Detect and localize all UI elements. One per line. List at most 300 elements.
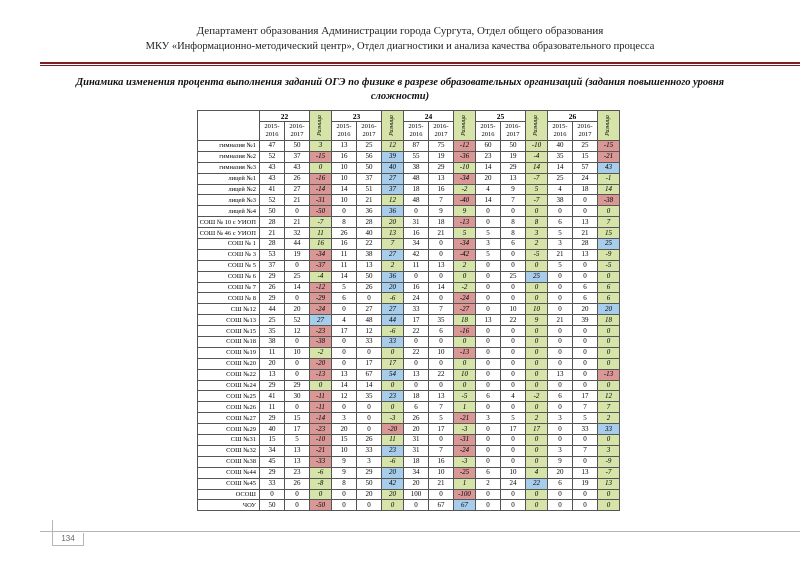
- difference-cell: -38: [598, 195, 620, 206]
- percent-cell: 0: [573, 347, 598, 358]
- percent-cell: 18: [404, 391, 429, 402]
- difference-cell: -13: [454, 347, 476, 358]
- difference-cell: 40: [382, 162, 404, 173]
- difference-cell: -36: [454, 151, 476, 162]
- difference-cell: 0: [310, 162, 332, 173]
- table-row: [198, 435, 620, 446]
- difference-cell: -12: [454, 141, 476, 152]
- percent-cell: 20: [573, 304, 598, 315]
- percent-cell: 0: [573, 500, 598, 511]
- percent-cell: 12: [332, 391, 357, 402]
- difference-cell: 17: [526, 424, 548, 435]
- percent-cell: 3: [548, 413, 573, 424]
- difference-label: Разница: [388, 115, 395, 136]
- percent-cell: 50: [357, 478, 382, 489]
- percent-cell: 24: [573, 173, 598, 184]
- difference-cell: 2: [526, 413, 548, 424]
- year-header: 2015-2016: [404, 122, 429, 141]
- difference-cell: -7: [526, 195, 548, 206]
- percent-cell: 21: [573, 228, 598, 239]
- difference-cell: 2: [454, 260, 476, 271]
- difference-cell: -34: [310, 249, 332, 260]
- school-name: СОШ №22: [198, 369, 260, 380]
- percent-cell: 0: [476, 282, 501, 293]
- percent-cell: 17: [285, 424, 310, 435]
- difference-cell: 0: [526, 337, 548, 348]
- difference-cell: -15: [310, 151, 332, 162]
- percent-cell: 75: [429, 141, 454, 152]
- page-number: 134: [52, 533, 84, 546]
- difference-cell: 0: [526, 347, 548, 358]
- school-name: лицей №3: [198, 195, 260, 206]
- percent-cell: 67: [357, 369, 382, 380]
- percent-cell: 11: [332, 260, 357, 271]
- difference-cell: -10: [526, 141, 548, 152]
- percent-cell: 29: [260, 467, 285, 478]
- difference-cell: -24: [454, 445, 476, 456]
- percent-cell: 37: [285, 151, 310, 162]
- percent-cell: 0: [429, 380, 454, 391]
- percent-cell: 35: [357, 391, 382, 402]
- percent-cell: 4: [501, 391, 526, 402]
- percent-cell: 0: [573, 326, 598, 337]
- results-table-container: [197, 110, 620, 511]
- percent-cell: 29: [260, 413, 285, 424]
- year-header: 2015-2016: [332, 122, 357, 141]
- difference-cell: -14: [310, 413, 332, 424]
- percent-cell: 29: [260, 293, 285, 304]
- difference-header: [310, 111, 332, 141]
- difference-cell: -50: [310, 500, 332, 511]
- percent-cell: 21: [548, 249, 573, 260]
- difference-cell: -24: [310, 304, 332, 315]
- percent-cell: 0: [548, 326, 573, 337]
- difference-label: Разница: [604, 115, 611, 136]
- table-row: [198, 413, 620, 424]
- percent-cell: 0: [501, 435, 526, 446]
- percent-cell: 0: [573, 260, 598, 271]
- percent-cell: 9: [332, 467, 357, 478]
- percent-cell: 0: [501, 456, 526, 467]
- percent-cell: 17: [404, 315, 429, 326]
- percent-cell: 0: [357, 413, 382, 424]
- percent-cell: 51: [357, 184, 382, 195]
- percent-cell: 0: [357, 293, 382, 304]
- difference-cell: 33: [598, 424, 620, 435]
- difference-label: Разница: [532, 115, 539, 136]
- difference-cell: -5: [454, 391, 476, 402]
- percent-cell: 18: [404, 456, 429, 467]
- percent-cell: 56: [357, 151, 382, 162]
- footer-rule: [40, 531, 800, 545]
- difference-cell: -34: [454, 173, 476, 184]
- difference-cell: -7: [598, 467, 620, 478]
- difference-cell: 33: [382, 337, 404, 348]
- percent-cell: 8: [332, 217, 357, 228]
- school-name: СОШ №32: [198, 445, 260, 456]
- difference-header: [454, 111, 476, 141]
- table-row: [198, 315, 620, 326]
- percent-cell: 34: [404, 239, 429, 250]
- header-rule-thin: [40, 65, 800, 66]
- percent-cell: 29: [429, 162, 454, 173]
- percent-cell: 0: [501, 402, 526, 413]
- difference-header: [598, 111, 620, 141]
- percent-cell: 0: [476, 424, 501, 435]
- percent-cell: 38: [357, 249, 382, 260]
- difference-cell: 54: [382, 369, 404, 380]
- percent-cell: 50: [501, 141, 526, 152]
- table-row: [198, 467, 620, 478]
- difference-label: Разница: [316, 115, 323, 136]
- percent-cell: 15: [285, 413, 310, 424]
- percent-cell: 38: [548, 195, 573, 206]
- percent-cell: 22: [357, 239, 382, 250]
- difference-cell: 0: [598, 489, 620, 500]
- percent-cell: 15: [260, 435, 285, 446]
- percent-cell: 28: [573, 239, 598, 250]
- percent-cell: 0: [573, 435, 598, 446]
- difference-cell: 42: [382, 478, 404, 489]
- percent-cell: 20: [548, 467, 573, 478]
- table-row: [198, 141, 620, 152]
- table-row: [198, 369, 620, 380]
- table-row: [198, 206, 620, 217]
- percent-cell: 50: [260, 500, 285, 511]
- difference-cell: 0: [526, 489, 548, 500]
- percent-cell: 38: [260, 337, 285, 348]
- percent-cell: 6: [573, 293, 598, 304]
- percent-cell: 29: [357, 467, 382, 478]
- page-header: [0, 24, 800, 54]
- percent-cell: 13: [332, 141, 357, 152]
- percent-cell: 9: [429, 206, 454, 217]
- difference-cell: 0: [526, 206, 548, 217]
- percent-cell: 0: [332, 500, 357, 511]
- difference-cell: -9: [598, 249, 620, 260]
- percent-cell: 16: [332, 151, 357, 162]
- difference-cell: -38: [310, 337, 332, 348]
- percent-cell: 0: [429, 271, 454, 282]
- percent-cell: 0: [429, 435, 454, 446]
- percent-cell: 6: [548, 217, 573, 228]
- difference-cell: -3: [454, 456, 476, 467]
- year-header-row: [198, 122, 620, 141]
- difference-cell: -15: [598, 141, 620, 152]
- percent-cell: 17: [429, 424, 454, 435]
- percent-cell: 5: [573, 413, 598, 424]
- difference-cell: 8: [526, 217, 548, 228]
- percent-cell: 12: [357, 326, 382, 337]
- year-header: 2016-2017: [501, 122, 526, 141]
- difference-cell: 0: [382, 347, 404, 358]
- difference-cell: -21: [454, 413, 476, 424]
- difference-cell: -33: [310, 456, 332, 467]
- difference-cell: 36: [382, 271, 404, 282]
- difference-cell: -4: [526, 151, 548, 162]
- percent-cell: 0: [476, 435, 501, 446]
- percent-cell: 22: [429, 369, 454, 380]
- difference-cell: 5: [526, 184, 548, 195]
- percent-cell: 41: [260, 391, 285, 402]
- percent-cell: 29: [285, 380, 310, 391]
- difference-cell: 0: [598, 380, 620, 391]
- percent-cell: 0: [476, 293, 501, 304]
- table-row: [198, 391, 620, 402]
- difference-cell: -4: [310, 271, 332, 282]
- group-header-row: [198, 111, 620, 122]
- difference-cell: 0: [598, 326, 620, 337]
- percent-cell: 16: [332, 239, 357, 250]
- difference-cell: 0: [454, 337, 476, 348]
- percent-cell: 40: [357, 228, 382, 239]
- school-name: СОШ № 6: [198, 271, 260, 282]
- table-row: [198, 249, 620, 260]
- percent-cell: 0: [260, 489, 285, 500]
- percent-cell: 27: [285, 184, 310, 195]
- percent-cell: 14: [332, 184, 357, 195]
- difference-cell: -6: [382, 293, 404, 304]
- percent-cell: 18: [573, 184, 598, 195]
- school-name: ЧОУ: [198, 500, 260, 511]
- school-name: СОШ № 8: [198, 293, 260, 304]
- difference-cell: 9: [526, 315, 548, 326]
- percent-cell: 55: [404, 151, 429, 162]
- school-name: СОШ №19: [198, 347, 260, 358]
- percent-cell: 0: [501, 326, 526, 337]
- table-row: [198, 271, 620, 282]
- difference-cell: -20: [382, 424, 404, 435]
- difference-cell: -31: [310, 195, 332, 206]
- percent-cell: 0: [501, 380, 526, 391]
- table-row: [198, 424, 620, 435]
- percent-cell: 48: [404, 173, 429, 184]
- percent-cell: 33: [260, 478, 285, 489]
- percent-cell: 0: [285, 293, 310, 304]
- difference-cell: -6: [382, 456, 404, 467]
- percent-cell: 22: [501, 315, 526, 326]
- percent-cell: 0: [573, 271, 598, 282]
- difference-cell: -13: [454, 217, 476, 228]
- table-row: [198, 184, 620, 195]
- percent-cell: 0: [548, 347, 573, 358]
- percent-cell: 0: [357, 402, 382, 413]
- difference-cell: 14: [526, 162, 548, 173]
- difference-cell: 20: [382, 282, 404, 293]
- year-header: 2016-2017: [429, 122, 454, 141]
- percent-cell: 60: [476, 141, 501, 152]
- percent-cell: 3: [548, 239, 573, 250]
- percent-cell: 7: [429, 445, 454, 456]
- percent-cell: 0: [548, 337, 573, 348]
- percent-cell: 30: [285, 391, 310, 402]
- difference-cell: 0: [526, 380, 548, 391]
- difference-cell: 0: [598, 337, 620, 348]
- percent-cell: 0: [285, 489, 310, 500]
- percent-cell: 26: [285, 478, 310, 489]
- percent-cell: 17: [573, 391, 598, 402]
- table-row: [198, 489, 620, 500]
- difference-cell: 18: [598, 315, 620, 326]
- percent-cell: 29: [260, 380, 285, 391]
- school-name: гимназия №3: [198, 162, 260, 173]
- difference-cell: 0: [526, 282, 548, 293]
- difference-cell: -5: [598, 260, 620, 271]
- percent-cell: 17: [357, 358, 382, 369]
- percent-cell: 13: [332, 369, 357, 380]
- difference-cell: 67: [454, 500, 476, 511]
- percent-cell: 0: [548, 489, 573, 500]
- percent-cell: 31: [404, 435, 429, 446]
- percent-cell: 26: [357, 435, 382, 446]
- percent-cell: 0: [476, 217, 501, 228]
- percent-cell: 7: [501, 195, 526, 206]
- percent-cell: 16: [429, 456, 454, 467]
- task-group-header: 24: [404, 111, 454, 122]
- table-row: [198, 239, 620, 250]
- difference-cell: -3: [382, 413, 404, 424]
- percent-cell: 25: [548, 173, 573, 184]
- percent-cell: 0: [476, 358, 501, 369]
- difference-cell: -9: [598, 456, 620, 467]
- percent-cell: 19: [501, 151, 526, 162]
- percent-cell: 26: [357, 282, 382, 293]
- task-group-header: 23: [332, 111, 382, 122]
- year-header: 2015-2016: [476, 122, 501, 141]
- percent-cell: 14: [357, 380, 382, 391]
- difference-cell: -21: [310, 445, 332, 456]
- table-row: [198, 293, 620, 304]
- percent-cell: 0: [501, 293, 526, 304]
- percent-cell: 33: [357, 445, 382, 456]
- difference-header: [382, 111, 404, 141]
- difference-cell: -1: [598, 173, 620, 184]
- difference-cell: 15: [598, 228, 620, 239]
- difference-cell: 27: [310, 315, 332, 326]
- percent-cell: 6: [501, 239, 526, 250]
- percent-cell: 2: [476, 478, 501, 489]
- percent-cell: 6: [429, 326, 454, 337]
- task-group-header: 26: [548, 111, 598, 122]
- difference-cell: 13: [598, 478, 620, 489]
- percent-cell: 0: [332, 337, 357, 348]
- difference-cell: 20: [598, 304, 620, 315]
- percent-cell: 0: [404, 337, 429, 348]
- percent-cell: 5: [548, 260, 573, 271]
- percent-cell: 14: [476, 162, 501, 173]
- percent-cell: 0: [573, 337, 598, 348]
- percent-cell: 100: [404, 489, 429, 500]
- percent-cell: 17: [332, 326, 357, 337]
- difference-cell: -14: [310, 184, 332, 195]
- difference-cell: 14: [598, 184, 620, 195]
- percent-cell: 16: [404, 228, 429, 239]
- percent-cell: 10: [429, 467, 454, 478]
- percent-cell: 21: [285, 195, 310, 206]
- percent-cell: 45: [260, 456, 285, 467]
- year-header: 2016-2017: [285, 122, 310, 141]
- percent-cell: 13: [476, 315, 501, 326]
- difference-cell: 20: [382, 217, 404, 228]
- percent-cell: 26: [332, 228, 357, 239]
- difference-cell: 20: [382, 489, 404, 500]
- percent-cell: 26: [260, 282, 285, 293]
- percent-cell: 29: [501, 162, 526, 173]
- percent-cell: 21: [548, 315, 573, 326]
- difference-cell: 5: [454, 228, 476, 239]
- percent-cell: 10: [285, 347, 310, 358]
- percent-cell: 0: [548, 282, 573, 293]
- year-header: 2015-2016: [260, 122, 285, 141]
- difference-cell: -2: [310, 347, 332, 358]
- percent-cell: 20: [260, 358, 285, 369]
- percent-cell: 21: [429, 228, 454, 239]
- difference-cell: -23: [310, 424, 332, 435]
- percent-cell: 6: [476, 391, 501, 402]
- percent-cell: 0: [501, 206, 526, 217]
- percent-cell: 20: [332, 424, 357, 435]
- difference-cell: 0: [526, 456, 548, 467]
- percent-cell: 67: [429, 500, 454, 511]
- percent-cell: 15: [332, 435, 357, 446]
- difference-cell: 7: [598, 402, 620, 413]
- table-row: [198, 456, 620, 467]
- percent-cell: 13: [501, 173, 526, 184]
- percent-cell: 19: [429, 151, 454, 162]
- difference-cell: -10: [454, 162, 476, 173]
- percent-cell: 10: [332, 445, 357, 456]
- percent-cell: 23: [476, 151, 501, 162]
- percent-cell: 0: [429, 249, 454, 260]
- percent-cell: 35: [260, 326, 285, 337]
- difference-cell: 0: [526, 358, 548, 369]
- difference-cell: -7: [310, 217, 332, 228]
- school-name: СШ №12: [198, 304, 260, 315]
- percent-cell: 3: [476, 413, 501, 424]
- difference-cell: 0: [454, 380, 476, 391]
- percent-cell: 36: [357, 206, 382, 217]
- difference-cell: -25: [454, 467, 476, 478]
- difference-cell: 12: [382, 141, 404, 152]
- difference-cell: -34: [454, 239, 476, 250]
- difference-cell: 0: [526, 293, 548, 304]
- percent-cell: 57: [573, 162, 598, 173]
- difference-cell: 0: [310, 489, 332, 500]
- difference-cell: 23: [382, 445, 404, 456]
- difference-cell: 16: [310, 239, 332, 250]
- school-name: гимназия №1: [198, 141, 260, 152]
- percent-cell: 20: [404, 424, 429, 435]
- percent-cell: 20: [404, 478, 429, 489]
- percent-cell: 7: [573, 402, 598, 413]
- percent-cell: 19: [285, 249, 310, 260]
- percent-cell: 19: [573, 478, 598, 489]
- percent-cell: 0: [476, 206, 501, 217]
- difference-cell: 0: [382, 402, 404, 413]
- percent-cell: 0: [332, 358, 357, 369]
- percent-cell: 0: [548, 304, 573, 315]
- percent-cell: 13: [404, 369, 429, 380]
- percent-cell: 87: [404, 141, 429, 152]
- difference-cell: -2: [454, 282, 476, 293]
- results-table: [197, 110, 620, 511]
- difference-cell: -13: [310, 369, 332, 380]
- percent-cell: 13: [429, 391, 454, 402]
- school-name: СОШ №38: [198, 456, 260, 467]
- percent-cell: 5: [501, 413, 526, 424]
- percent-cell: 3: [357, 456, 382, 467]
- percent-cell: 10: [429, 347, 454, 358]
